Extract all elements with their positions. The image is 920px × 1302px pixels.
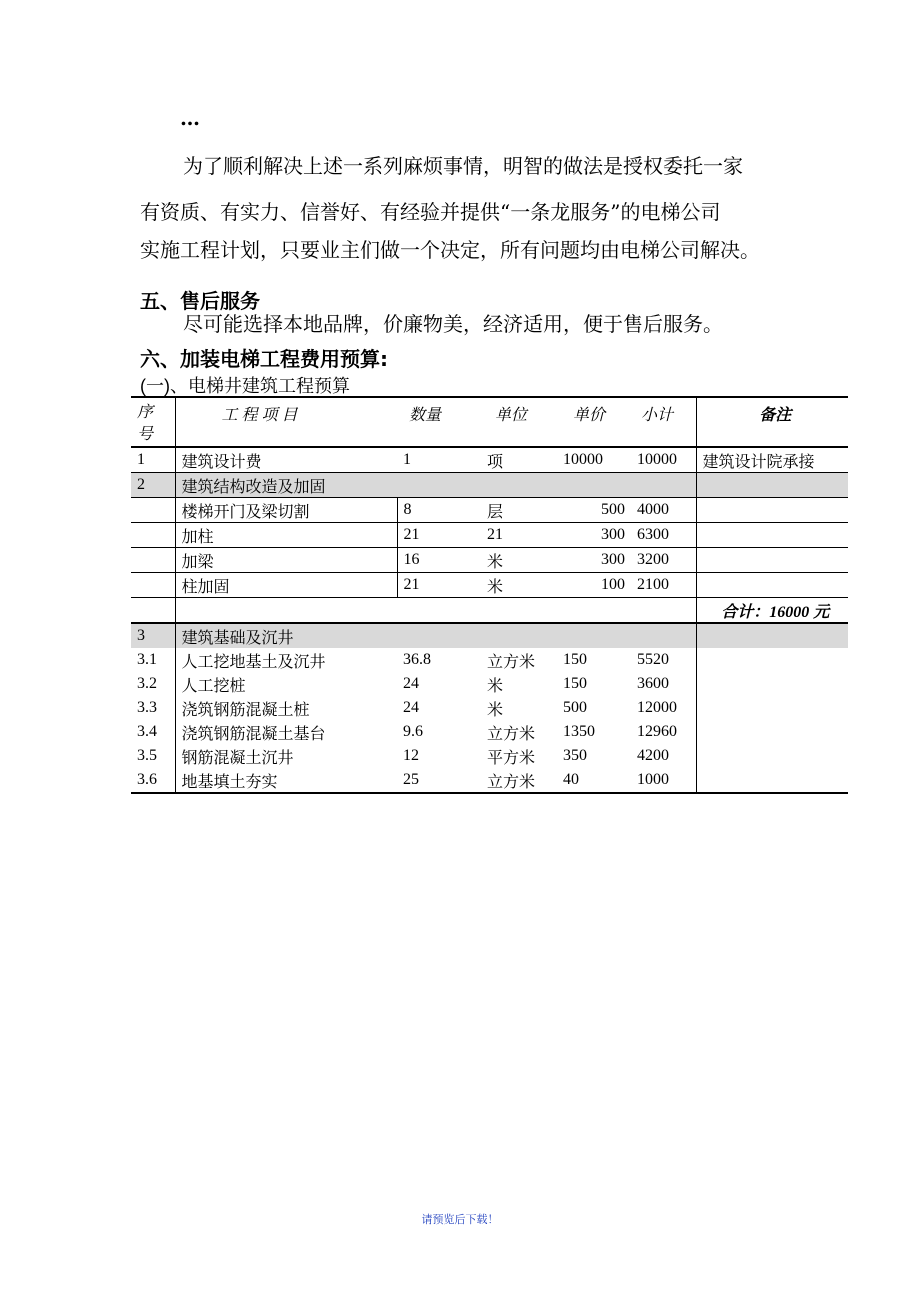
- cell-note: [696, 720, 848, 744]
- cell-unit: 项: [481, 447, 557, 473]
- section-6-heading: 六、加装电梯工程费用预算:: [140, 347, 388, 371]
- cell-qty: 21: [397, 523, 481, 548]
- cell-item: 人工挖地基土及沉井: [181, 653, 326, 671]
- paragraph-line-3: 实施工程计划，只要业主们做一个决定，所有问题均由电梯公司解决。: [140, 238, 760, 262]
- cell-seq: [131, 598, 175, 624]
- cell-subtotal: 12960: [637, 723, 677, 740]
- cell-seq: 3.5: [131, 744, 175, 768]
- cell-qty: 16: [397, 548, 481, 573]
- cell-price: 100: [557, 573, 631, 598]
- cell-price: 40: [557, 768, 631, 793]
- cell-note: [696, 498, 848, 523]
- cell-qty: 24: [403, 675, 419, 692]
- cell-price: 150: [563, 651, 587, 668]
- cell-seq: 2: [131, 473, 175, 498]
- cell-price: 300: [557, 523, 631, 548]
- section-5-body: 尽可能选择本地品牌，价廉物美，经济适用，便于售后服务。: [183, 312, 723, 336]
- cell-note: [696, 744, 848, 768]
- table-row: [131, 498, 848, 523]
- cell-item: 加梁: [175, 548, 397, 573]
- cell-subtotal: 1000: [631, 768, 696, 793]
- cell-unit: 立方米: [487, 725, 536, 743]
- cell-item: 钢筋混凝土沉井: [181, 749, 294, 767]
- table-row-total: [131, 598, 848, 624]
- paragraph-line-2: 有资质、有实力、信誉好、有经验并提供“一条龙服务”的电梯公司: [140, 200, 721, 224]
- section-6-subheading: (一)、电梯井建筑工程预算: [140, 376, 350, 396]
- header-price: 单价: [557, 397, 631, 447]
- table-header-row: [131, 397, 848, 447]
- table-row: [131, 672, 848, 696]
- cell-unit: 米: [487, 677, 504, 695]
- cell-seq: [131, 548, 175, 573]
- cell-seq: 1: [131, 447, 175, 473]
- table-row: [131, 523, 848, 548]
- cell-price: 500: [563, 699, 587, 716]
- cell-price: 10000: [557, 447, 631, 473]
- table-row: [131, 623, 848, 648]
- header-unit: 单位: [481, 397, 557, 447]
- cell-price: 300: [557, 548, 631, 573]
- cell-seq: 3.6: [131, 768, 175, 793]
- cell-subtotal: 2100: [631, 573, 696, 598]
- cell-unit: 层: [481, 498, 557, 523]
- cell-item: 建筑设计费: [175, 447, 397, 473]
- cell-price: 350: [563, 747, 587, 764]
- cell-price: 1350: [563, 723, 595, 740]
- cell-price: 500: [557, 498, 631, 523]
- table-row: [131, 447, 848, 473]
- cell-price: 150: [563, 675, 587, 692]
- cell-note: [696, 623, 848, 648]
- header-item: 工 程 项 目: [175, 397, 397, 447]
- cell-subtotal: 3200: [631, 548, 696, 573]
- cell-seq: [131, 523, 175, 548]
- cell-unit: 立方米: [481, 768, 557, 793]
- budget-table: [131, 396, 848, 794]
- cell-seq: 3.3: [131, 696, 175, 720]
- cell-note: [696, 672, 848, 696]
- cell-item: 加柱: [175, 523, 397, 548]
- cell-note: [696, 473, 848, 498]
- cell-seq: [131, 573, 175, 598]
- table-row: [131, 573, 848, 598]
- table-row: [131, 473, 848, 498]
- cell-subtotal: 6300: [631, 523, 696, 548]
- cell-item: 建筑结构改造及加固: [175, 473, 696, 498]
- cell-note: [696, 648, 848, 672]
- cell-qty: 25: [397, 768, 481, 793]
- cell-item: 人工挖桩: [181, 677, 246, 695]
- header-note: 备注: [696, 397, 848, 447]
- cell-note: [696, 523, 848, 548]
- cell-qty: 24: [403, 699, 419, 716]
- cell-seq: 3.4: [131, 720, 175, 744]
- cell-subtotal: 12000: [637, 699, 677, 716]
- section-5-heading: 五、售后服务: [140, 289, 260, 313]
- header-seq: 序 号: [131, 397, 175, 447]
- cell-unit: 21: [481, 523, 557, 548]
- cell-qty: 9.6: [403, 723, 423, 740]
- cell-item: 地基填土夯实: [175, 768, 397, 793]
- cell-subtotal: 5520: [637, 651, 669, 668]
- cell-item: 建筑基础及沉井: [175, 623, 696, 648]
- cell-note: [696, 768, 848, 793]
- footer-note: 请预览后下载！: [421, 1213, 499, 1226]
- cell-note: [696, 696, 848, 720]
- cell-subtotal: 4000: [631, 498, 696, 523]
- cell-qty: 12: [403, 747, 419, 764]
- cell-qty: 1: [397, 447, 481, 473]
- cell-item: 柱加固: [175, 573, 397, 598]
- cell-unit: 米: [481, 548, 557, 573]
- cell-subtotal: 4200: [637, 747, 669, 764]
- table-row: [131, 696, 848, 720]
- cell-seq: 3.1: [131, 648, 175, 672]
- cell-note: 建筑设计院承接: [696, 447, 848, 473]
- cell-seq: 3.2: [131, 672, 175, 696]
- cell-item: [175, 598, 696, 624]
- cell-seq: 3: [131, 623, 175, 648]
- cell-subtotal: 3600: [637, 675, 669, 692]
- cell-unit: 米: [487, 701, 504, 719]
- cell-qty: 8: [397, 498, 481, 523]
- ellipsis: …: [180, 106, 201, 130]
- paragraph-line-1: 为了顺利解决上述一系列麻烦事情，明智的做法是授权委托一家: [183, 154, 743, 178]
- cell-item: 浇筑钢筋混凝土桩: [181, 701, 310, 719]
- cell-note: [696, 573, 848, 598]
- table-row: [131, 744, 848, 768]
- header-subtotal: 小计: [631, 397, 696, 447]
- header-qty: 数量: [397, 397, 481, 447]
- cell-unit: 米: [481, 573, 557, 598]
- cell-unit: 平方米: [487, 749, 536, 767]
- cell-seq: [131, 498, 175, 523]
- table-row: [131, 768, 848, 793]
- cell-item: 浇筑钢筋混凝土基台: [181, 725, 326, 743]
- cell-subtotal: 10000: [631, 447, 696, 473]
- cell-note-total: 合计：16000 元: [696, 598, 848, 624]
- cell-unit: 立方米: [487, 653, 536, 671]
- table-row: [131, 720, 848, 744]
- table-row: [131, 648, 848, 672]
- cell-qty: 36.8: [403, 651, 431, 668]
- cell-note: [696, 548, 848, 573]
- cell-qty: 21: [397, 573, 481, 598]
- cell-item: 楼梯开门及梁切割: [175, 498, 397, 523]
- table-row: [131, 548, 848, 573]
